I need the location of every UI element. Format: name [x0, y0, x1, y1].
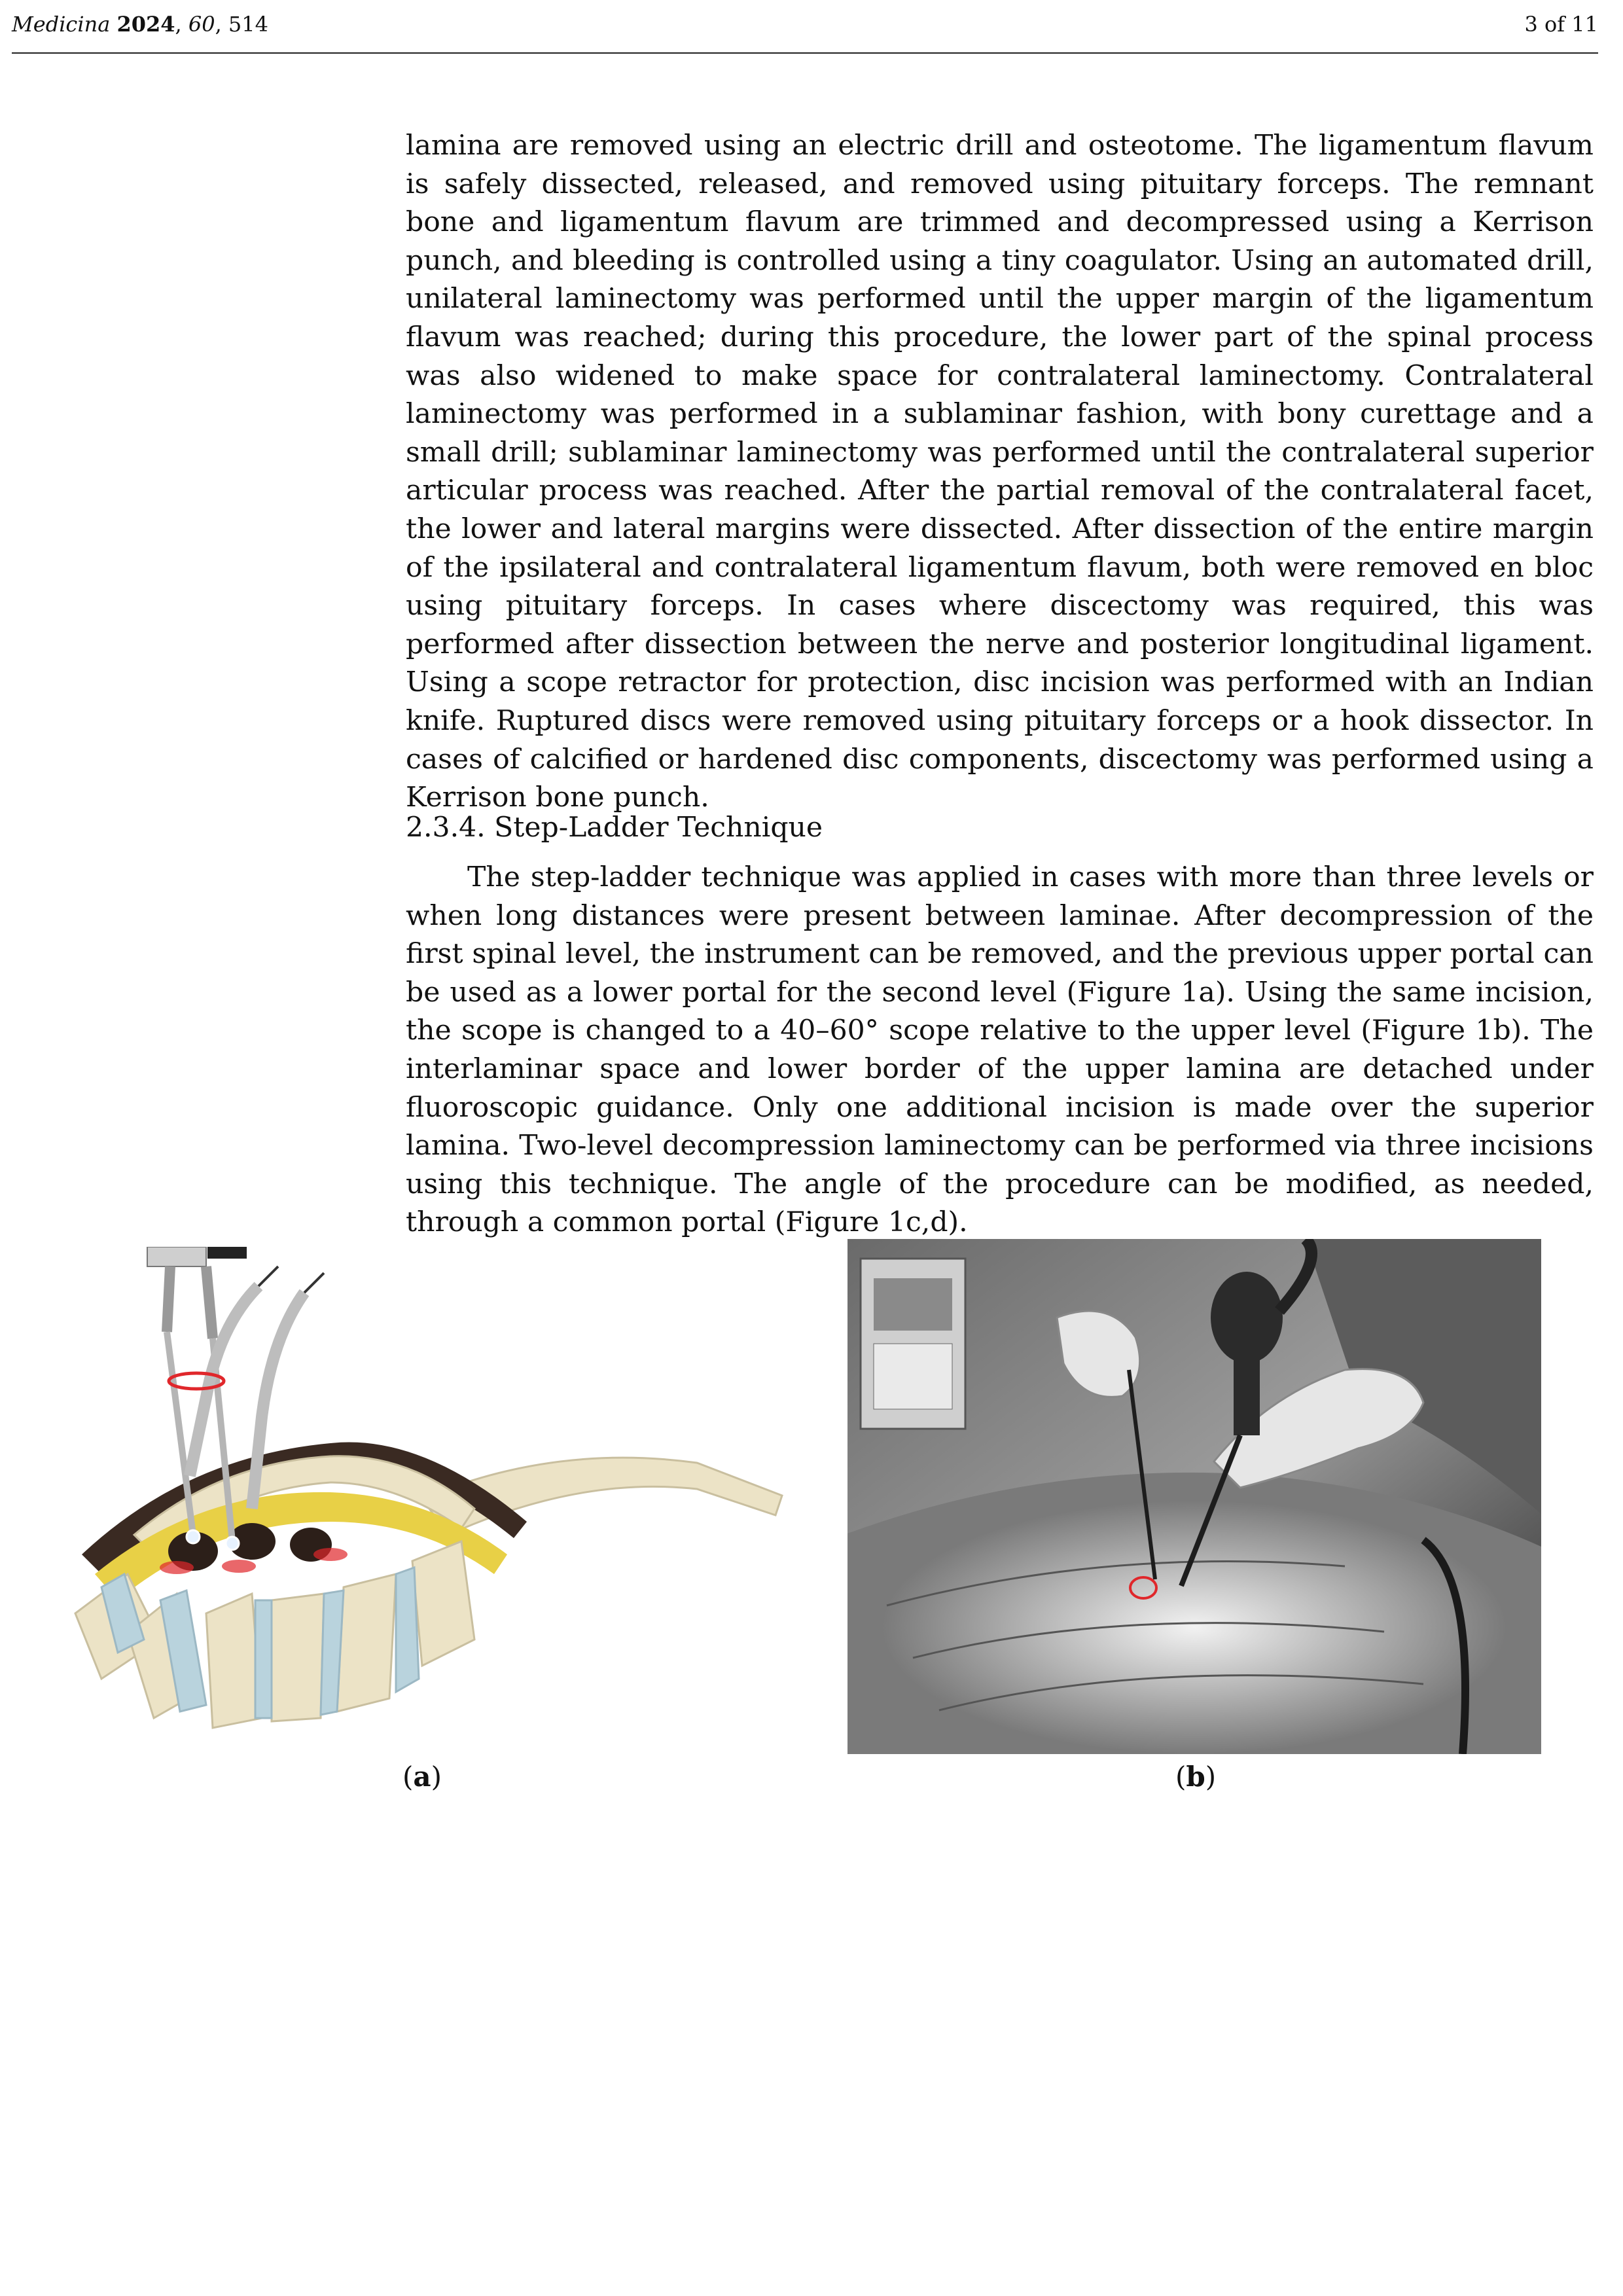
journal-article: , 514: [215, 12, 268, 37]
page-header: [12, 5, 1598, 45]
journal-citation: Medicina 2024, 60, 514: [12, 12, 268, 37]
body-paragraph-2: The step-ladder technique was applied in cases with more than three levels or when long distances were present between laminae. After decompression of the first spinal level, the instrument can be removed, and the previous upper portal can be used as a lower portal for the second level (Figure 1a). Using the same incision, the scope is changed to a 40–60° scope relative to the upper level (Figure 1b). The interlaminar space and lower border of the upper lamina are detached under fluoroscopic guidance. Only one additional incision is made over the superior lamina. Two-level decompression laminectomy can be performed via three incisions using this technique. The angle of the procedure can be modified, as needed, through a common portal (Figure 1c,d).: [406, 861, 1594, 1239]
journal-volume: 60: [188, 12, 215, 37]
caption-b-letter: b: [1186, 1761, 1205, 1793]
figure-b-photo: [847, 1239, 1541, 1754]
section-heading: 2.3.4. Step-Ladder Technique: [406, 812, 823, 844]
figure-a-caption: (a): [402, 1761, 442, 1793]
header-divider: [12, 52, 1598, 54]
figure-a-illustration: [56, 1247, 798, 1744]
figure-b-caption: (b): [1175, 1761, 1217, 1793]
caption-a-letter: a: [413, 1761, 431, 1793]
body-paragraph-1: lamina are removed using an electric drill and osteotome. The ligamentum flavum is safely dissected, released, and removed using pituitary forceps. The remnant bone and ligamentum flavum are trimmed and decompressed using a Kerrison punch, and bleeding is controlled using a tiny coagulator. Using an automated drill, unilateral laminectomy was performed until the upper margin of the ligamentum flavum was reached; during this procedure, the lower part of the spinal process was also widened to make space for contralateral laminectomy. Contralateral laminectomy was performed in a sublaminar fashion, with bony curettage and a small drill; sublaminar laminectomy was performed until the contralateral superior articular process was reached. After the partial removal of the contralateral facet, the lower and lateral margins were dissected. After dissection of the entire margin of the ipsilateral and contralateral ligamentum flavum, both were removed en bloc using pituitary forceps. In cases where discectomy was required, this was performed after dissection between the nerve and posterior longitudinal ligament. Using a scope retractor for protection, disc incision was performed with an Indian knife. Ruptured discs were removed using pituitary forceps or a hook dissector. In cases of calcified or hardened disc components, discectomy was performed using a Kerrison bone punch.: [406, 130, 1594, 814]
page-number: 3 of 11: [1524, 12, 1598, 37]
journal-name: Medicina: [12, 12, 111, 37]
journal-year: 2024: [116, 12, 175, 37]
